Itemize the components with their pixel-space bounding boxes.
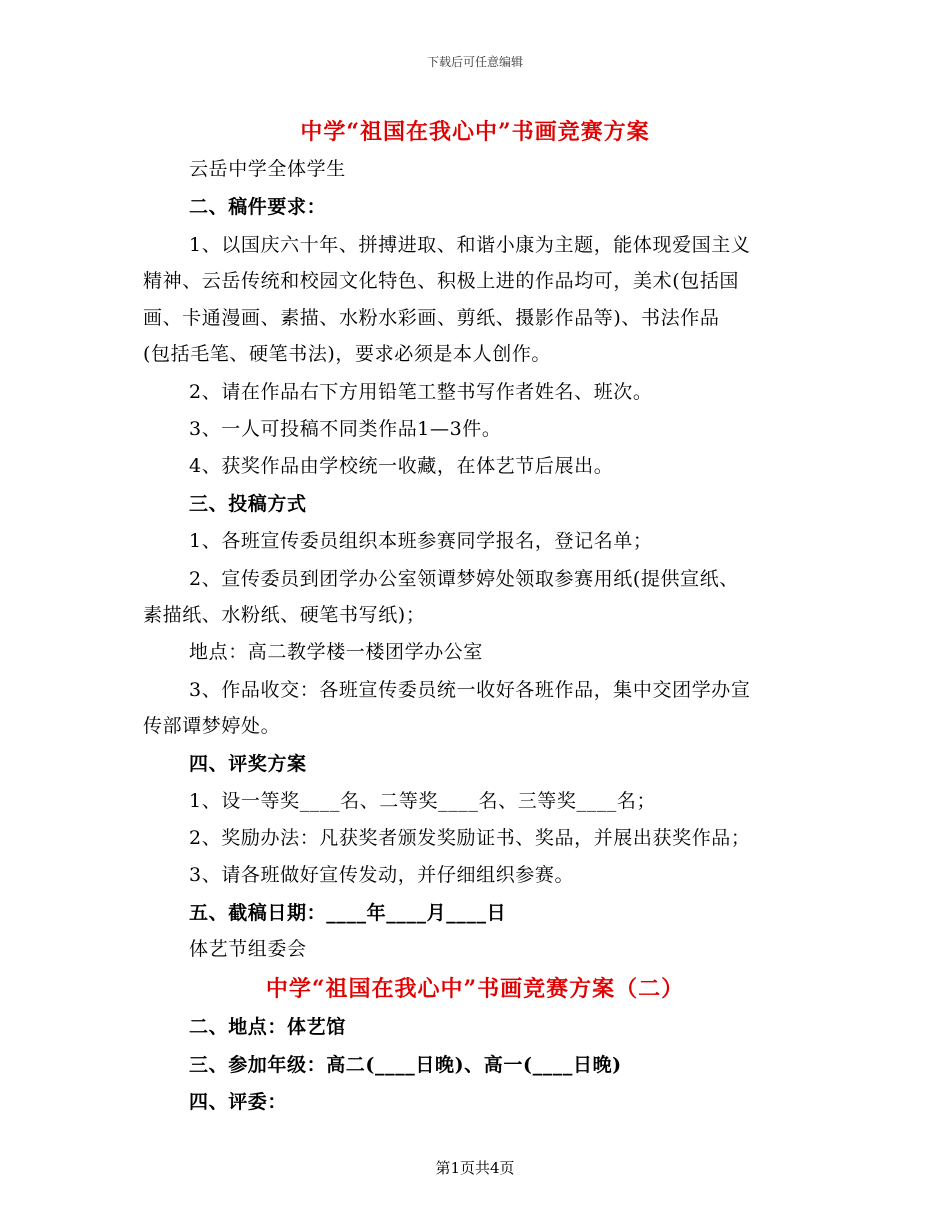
paragraph-line: 4、获奖作品由学校统一收藏，在体艺节后展出。 bbox=[189, 455, 614, 477]
section-heading-location: 二、地点：体艺馆 bbox=[189, 1016, 346, 1038]
paragraph-line: 1、设一等奖____名、二等奖____名、三等奖____名； bbox=[189, 790, 657, 812]
paragraph-line: 2、宣传委员到团学办公室领谭梦婷处领取参赛用纸(提供宣纸、 bbox=[189, 568, 739, 590]
paragraph-line: 3、请各班做好宣传发动，并仔细组织参赛。 bbox=[189, 864, 575, 886]
target-audience: 云岳中学全体学生 bbox=[189, 158, 346, 180]
section-heading-judges: 四、评委： bbox=[189, 1091, 288, 1113]
page-number: 第1页共4页 bbox=[435, 1159, 515, 1177]
section-heading-deadline: 五、截稿日期：____年____月____日 bbox=[189, 902, 507, 924]
section-heading-submission: 三、投稿方式 bbox=[189, 493, 307, 515]
document-title-part2: 中学“祖国在我心中”书画竞赛方案（二） bbox=[265, 976, 685, 1002]
section-heading-awards: 四、评奖方案 bbox=[189, 753, 307, 775]
organizer: 体艺节组委会 bbox=[189, 938, 307, 960]
paragraph-line: 2、奖励办法：凡获奖者颁发奖励证书、奖品，并展出获奖作品； bbox=[189, 827, 751, 849]
paragraph-line: (包括毛笔、硬笔书法)，要求必须是本人创作。 bbox=[143, 343, 552, 365]
paragraph-line: 2、请在作品右下方用铅笔工整书写作者姓名、班次。 bbox=[189, 381, 653, 403]
header-note: 下载后可任意编辑 bbox=[426, 55, 523, 69]
paragraph-line: 传部谭梦婷处。 bbox=[143, 715, 281, 737]
paragraph-line: 素描纸、水粉纸、硬笔书写纸)； bbox=[143, 604, 426, 626]
paragraph-line: 精神、云岳传统和校园文化特色、积极上进的作品均可，美术(包括国 bbox=[143, 270, 740, 292]
paragraph-line: 3、一人可投稿不同类作品1—3件。 bbox=[189, 418, 502, 440]
section-heading-grades: 三、参加年级：高二(____日晚)、高一(____日晚) bbox=[189, 1054, 622, 1076]
document-title: 中学“祖国在我心中”书画竞赛方案 bbox=[300, 119, 650, 145]
paragraph-line: 1、各班宣传委员组织本班参赛同学报名，登记名单； bbox=[189, 530, 653, 552]
paragraph-line: 3、作品收交：各班宣传委员统一收好各班作品，集中交团学办宣 bbox=[189, 679, 751, 701]
section-heading-requirements: 二、稿件要求： bbox=[189, 196, 327, 218]
paragraph-line: 1、以国庆六十年、拼搏进取、和谐小康为主题，能体现爱国主义 bbox=[189, 234, 751, 256]
paragraph-line: 地点：高二教学楼一楼团学办公室 bbox=[189, 641, 484, 663]
paragraph-line: 画、卡通漫画、素描、水粉水彩画、剪纸、摄影作品等)、书法作品 bbox=[143, 307, 720, 329]
